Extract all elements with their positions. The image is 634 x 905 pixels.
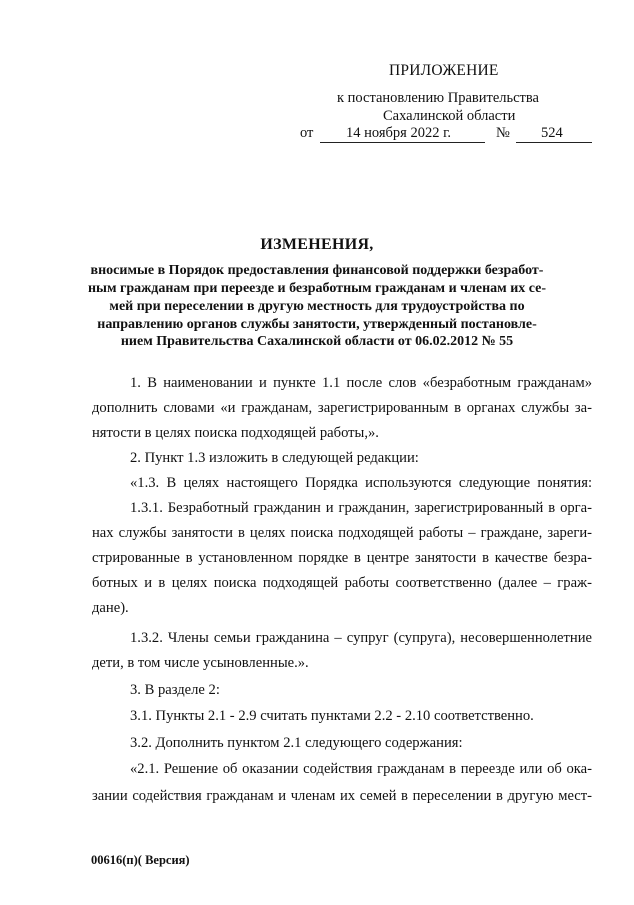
title-line-3: мей при переселении в другую местность для трудоустройства по bbox=[109, 299, 525, 314]
body-line-12: дети, в том числе усыновленные.». bbox=[92, 655, 309, 671]
from-label: от bbox=[300, 125, 314, 141]
resolution-date: 14 ноября 2022 г. bbox=[346, 125, 452, 141]
body-line-6: 1.3.1. Безработный гражданин и гражданин, зарегистрированный в орга- bbox=[130, 500, 592, 516]
body-line-9: ботных и в целях поиска подходящей работы соответственно (далее – граж- bbox=[92, 575, 592, 591]
body-line-2: дополнить словами «и гражданам, зарегистрированным в органах службы за- bbox=[92, 400, 592, 416]
body-line-3: нятости в целях поиска подходящей работы,». bbox=[92, 425, 379, 441]
body-line-14: 3.1. Пункты 2.1 - 2.9 считать пунктами 2.2 - 2.10 соответственно. bbox=[130, 708, 534, 724]
body-line-17: зании содействия гражданам и членам их семей в переселении в другую мест- bbox=[92, 788, 592, 804]
resolution-number: 524 bbox=[541, 125, 563, 141]
region-line: Сахалинской области bbox=[383, 108, 516, 124]
title-line-1: вносимые в Порядок предоставления финансовой поддержки безработ- bbox=[90, 263, 544, 278]
title-line-2: ным гражданам при переезде и безработным гражданам и членам их се- bbox=[87, 281, 547, 296]
resolution-line: к постановлению Правительства bbox=[337, 90, 539, 106]
title-line-5: нием Правительства Сахалинской области от 06.02.2012 № 55 bbox=[120, 334, 514, 349]
body-line-1: 1. В наименовании и пункте 1.1 после слов «безработным гражданам» bbox=[130, 375, 592, 391]
body-line-15: 3.2. Дополнить пунктом 2.1 следующего содержания: bbox=[130, 735, 463, 751]
number-label: № bbox=[496, 125, 510, 141]
document-code: 00616(п)( Версия) bbox=[91, 853, 190, 867]
body-line-10: дане). bbox=[92, 600, 129, 616]
body-line-5: «1.3. В целях настоящего Порядка используются следующие понятия: bbox=[130, 475, 592, 491]
body-line-8: стрированные в установленном порядке в центре занятости в качестве безра- bbox=[92, 550, 592, 566]
body-line-13: 3. В разделе 2: bbox=[130, 682, 220, 698]
document-title: ИЗМЕНЕНИЯ, bbox=[260, 236, 374, 253]
body-line-11: 1.3.2. Члены семьи гражданина – супруг (супруга), несовершеннолетние bbox=[130, 630, 592, 646]
body-line-16: «2.1. Решение об оказании содействия гражданам в переезде или об ока- bbox=[130, 761, 592, 777]
title-line-4: направлению органов службы занятости, утвержденный постановле- bbox=[97, 317, 537, 332]
date-number-line bbox=[300, 125, 600, 143]
appendix-label: ПРИЛОЖЕНИЕ bbox=[389, 62, 499, 79]
body-line-4: 2. Пункт 1.3 изложить в следующей редакции: bbox=[130, 450, 419, 466]
body-line-7: нах службы занятости в целях поиска подходящей работы – граждане, зареги- bbox=[92, 525, 592, 541]
